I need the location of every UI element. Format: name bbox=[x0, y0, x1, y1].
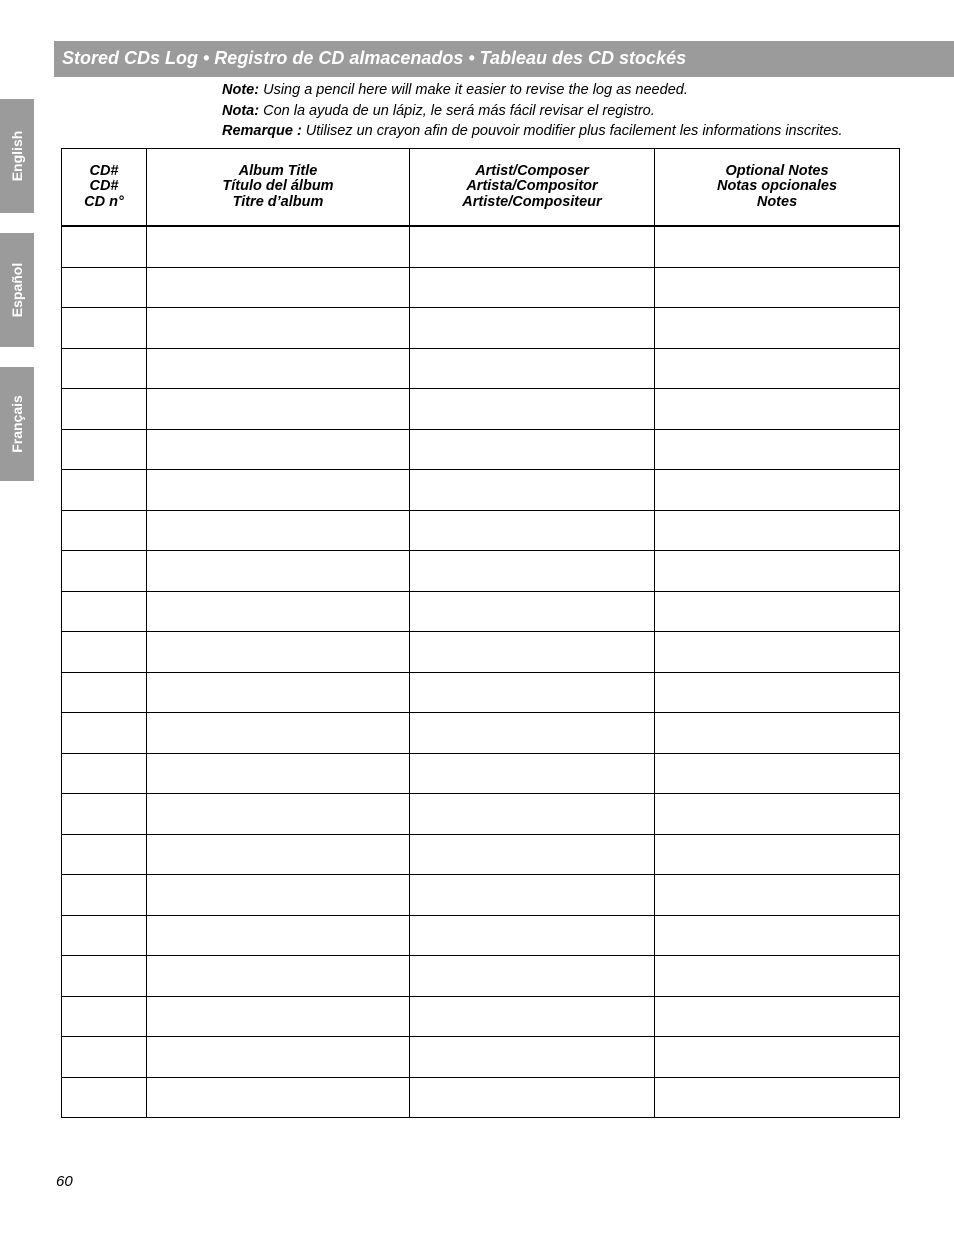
table-row bbox=[62, 348, 900, 389]
note-fr bbox=[222, 121, 843, 142]
table-row bbox=[62, 915, 900, 956]
cell-cd-number[interactable] bbox=[62, 713, 147, 754]
cell-cd-number[interactable] bbox=[62, 226, 147, 267]
cell-album-title[interactable] bbox=[147, 1077, 410, 1118]
tab-francais-label: Français bbox=[9, 395, 25, 453]
table-row bbox=[62, 551, 900, 592]
cell-album-title[interactable] bbox=[147, 915, 410, 956]
table-row bbox=[62, 753, 900, 794]
tab-english[interactable] bbox=[0, 99, 34, 213]
header-artist-fr: Artiste/Compositeur bbox=[462, 193, 602, 210]
cell-cd-number[interactable] bbox=[62, 1037, 147, 1078]
cell-album-title[interactable] bbox=[147, 510, 410, 551]
cell-artist[interactable] bbox=[410, 956, 655, 997]
cell-cd-number[interactable] bbox=[62, 308, 147, 349]
cell-cd-number[interactable] bbox=[62, 510, 147, 551]
cd-log-table bbox=[61, 148, 900, 1118]
cell-artist[interactable] bbox=[410, 875, 655, 916]
cell-artist[interactable] bbox=[410, 308, 655, 349]
cell-cd-number[interactable] bbox=[62, 834, 147, 875]
cell-notes[interactable] bbox=[655, 713, 900, 754]
cell-artist[interactable] bbox=[410, 470, 655, 511]
cell-artist[interactable] bbox=[410, 996, 655, 1037]
cell-album-title[interactable] bbox=[147, 348, 410, 389]
cell-artist[interactable] bbox=[410, 794, 655, 835]
note-en bbox=[222, 80, 843, 101]
cell-album-title[interactable] bbox=[147, 389, 410, 430]
cell-cd-number[interactable] bbox=[62, 267, 147, 308]
cell-notes[interactable] bbox=[655, 510, 900, 551]
table-row bbox=[62, 308, 900, 349]
table-row bbox=[62, 956, 900, 997]
header-cd-number-en: CD# bbox=[89, 162, 119, 179]
cell-notes[interactable] bbox=[655, 834, 900, 875]
header-cd-number bbox=[62, 149, 147, 227]
cell-artist[interactable] bbox=[410, 753, 655, 794]
note-es bbox=[222, 101, 843, 122]
cell-notes[interactable] bbox=[655, 794, 900, 835]
header-album-title-fr: Titre d’album bbox=[232, 193, 324, 210]
cell-cd-number[interactable] bbox=[62, 632, 147, 673]
table-body bbox=[62, 226, 900, 1118]
table-row bbox=[62, 1037, 900, 1078]
cell-artist[interactable] bbox=[410, 551, 655, 592]
cell-album-title[interactable] bbox=[147, 834, 410, 875]
note-fr-text: Utilisez un crayon afin de pouvoir modifier plus facilement les informations inscrites. bbox=[301, 123, 843, 139]
header-optional-notes-en: Optional Notes bbox=[725, 162, 829, 179]
notes-block bbox=[222, 80, 843, 142]
cell-album-title[interactable] bbox=[147, 794, 410, 835]
cell-artist[interactable] bbox=[410, 591, 655, 632]
cell-artist[interactable] bbox=[410, 348, 655, 389]
table-row bbox=[62, 834, 900, 875]
header-optional-notes-fr: Notes bbox=[756, 193, 798, 210]
table-row bbox=[62, 996, 900, 1037]
cell-notes[interactable] bbox=[655, 996, 900, 1037]
note-es-label: Nota: bbox=[222, 102, 260, 119]
header-optional-notes bbox=[655, 149, 900, 227]
title-bar bbox=[54, 41, 954, 77]
cell-album-title[interactable] bbox=[147, 713, 410, 754]
cell-artist[interactable] bbox=[410, 389, 655, 430]
table-row bbox=[62, 1077, 900, 1118]
table-row bbox=[62, 267, 900, 308]
cell-cd-number[interactable] bbox=[62, 753, 147, 794]
header-row bbox=[62, 149, 900, 227]
cell-artist[interactable] bbox=[410, 267, 655, 308]
page-title: Stored CDs Log • Registro de CD almacenados • Tableau des CD stockés bbox=[62, 48, 687, 68]
cell-notes[interactable] bbox=[655, 389, 900, 430]
cell-artist[interactable] bbox=[410, 1077, 655, 1118]
header-artist bbox=[410, 149, 655, 227]
cell-notes[interactable] bbox=[655, 308, 900, 349]
tab-espanol-label: Español bbox=[9, 262, 25, 318]
cell-artist[interactable] bbox=[410, 1037, 655, 1078]
cell-artist[interactable] bbox=[410, 632, 655, 673]
cell-cd-number[interactable] bbox=[62, 875, 147, 916]
table-row bbox=[62, 226, 900, 267]
cell-cd-number[interactable] bbox=[62, 996, 147, 1037]
cell-cd-number[interactable] bbox=[62, 794, 147, 835]
header-artist-es: Artista/Compositor bbox=[466, 178, 598, 195]
cell-album-title[interactable] bbox=[147, 591, 410, 632]
cell-artist[interactable] bbox=[410, 915, 655, 956]
cell-artist[interactable] bbox=[410, 834, 655, 875]
header-album-title bbox=[147, 149, 410, 227]
table-row bbox=[62, 632, 900, 673]
cell-cd-number[interactable] bbox=[62, 551, 147, 592]
cell-notes[interactable] bbox=[655, 267, 900, 308]
cell-artist[interactable] bbox=[410, 713, 655, 754]
cell-notes[interactable] bbox=[655, 226, 900, 267]
tab-francais[interactable] bbox=[0, 367, 34, 481]
cell-album-title[interactable] bbox=[147, 429, 410, 470]
header-cd-number-fr: CD n° bbox=[84, 193, 124, 210]
header-optional-notes-es: Notas opcionales bbox=[716, 178, 838, 195]
header-album-title-es: Título del álbum bbox=[222, 178, 334, 195]
table-row bbox=[62, 875, 900, 916]
tab-english-label: English bbox=[9, 130, 25, 182]
cell-album-title[interactable] bbox=[147, 1037, 410, 1078]
cell-notes[interactable] bbox=[655, 1077, 900, 1118]
header-artist-en: Artist/Composer bbox=[475, 162, 589, 179]
cell-cd-number[interactable] bbox=[62, 915, 147, 956]
cell-cd-number[interactable] bbox=[62, 956, 147, 997]
cell-notes[interactable] bbox=[655, 1037, 900, 1078]
cell-cd-number[interactable] bbox=[62, 1077, 147, 1118]
cell-notes[interactable] bbox=[655, 875, 900, 916]
cell-album-title[interactable] bbox=[147, 470, 410, 511]
cell-album-title[interactable] bbox=[147, 753, 410, 794]
cell-notes[interactable] bbox=[655, 429, 900, 470]
note-fr-label: Remarque : bbox=[222, 123, 302, 139]
cell-album-title[interactable] bbox=[147, 551, 410, 592]
table-row bbox=[62, 713, 900, 754]
cell-notes[interactable] bbox=[655, 753, 900, 794]
note-en-text: Using a pencil here will make it easier to revise the log as needed. bbox=[259, 82, 688, 98]
header-album-title-en: Album Title bbox=[238, 162, 318, 179]
cell-notes[interactable] bbox=[655, 591, 900, 632]
table-row bbox=[62, 794, 900, 835]
cell-cd-number[interactable] bbox=[62, 429, 147, 470]
cell-album-title[interactable] bbox=[147, 875, 410, 916]
cell-artist[interactable] bbox=[410, 510, 655, 551]
tab-espanol[interactable] bbox=[0, 233, 34, 347]
cell-album-title[interactable] bbox=[147, 632, 410, 673]
cell-notes[interactable] bbox=[655, 672, 900, 713]
cell-cd-number[interactable] bbox=[62, 591, 147, 632]
cell-cd-number[interactable] bbox=[62, 389, 147, 430]
cell-album-title[interactable] bbox=[147, 956, 410, 997]
cell-cd-number[interactable] bbox=[62, 470, 147, 511]
cell-notes[interactable] bbox=[655, 632, 900, 673]
table-row bbox=[62, 672, 900, 713]
note-en-label: Note: bbox=[222, 82, 260, 98]
cell-album-title[interactable] bbox=[147, 226, 410, 267]
cell-album-title[interactable] bbox=[147, 672, 410, 713]
cell-artist[interactable] bbox=[410, 672, 655, 713]
header-cd-number-es: CD# bbox=[89, 178, 119, 195]
table-row bbox=[62, 389, 900, 430]
table-row bbox=[62, 591, 900, 632]
table-row bbox=[62, 429, 900, 470]
cell-notes[interactable] bbox=[655, 348, 900, 389]
table-row bbox=[62, 510, 900, 551]
cell-notes[interactable] bbox=[655, 551, 900, 592]
cell-cd-number[interactable] bbox=[62, 672, 147, 713]
page-number: 60 bbox=[56, 1173, 73, 1190]
cell-artist[interactable] bbox=[410, 226, 655, 267]
cell-notes[interactable] bbox=[655, 470, 900, 511]
cell-album-title[interactable] bbox=[147, 996, 410, 1037]
cell-cd-number[interactable] bbox=[62, 348, 147, 389]
note-es-text: Con la ayuda de un lápiz, le será más fácil revisar el registro. bbox=[259, 102, 655, 119]
cell-artist[interactable] bbox=[410, 429, 655, 470]
cell-notes[interactable] bbox=[655, 915, 900, 956]
cell-album-title[interactable] bbox=[147, 308, 410, 349]
cell-notes[interactable] bbox=[655, 956, 900, 997]
table-row bbox=[62, 470, 900, 511]
cell-album-title[interactable] bbox=[147, 267, 410, 308]
